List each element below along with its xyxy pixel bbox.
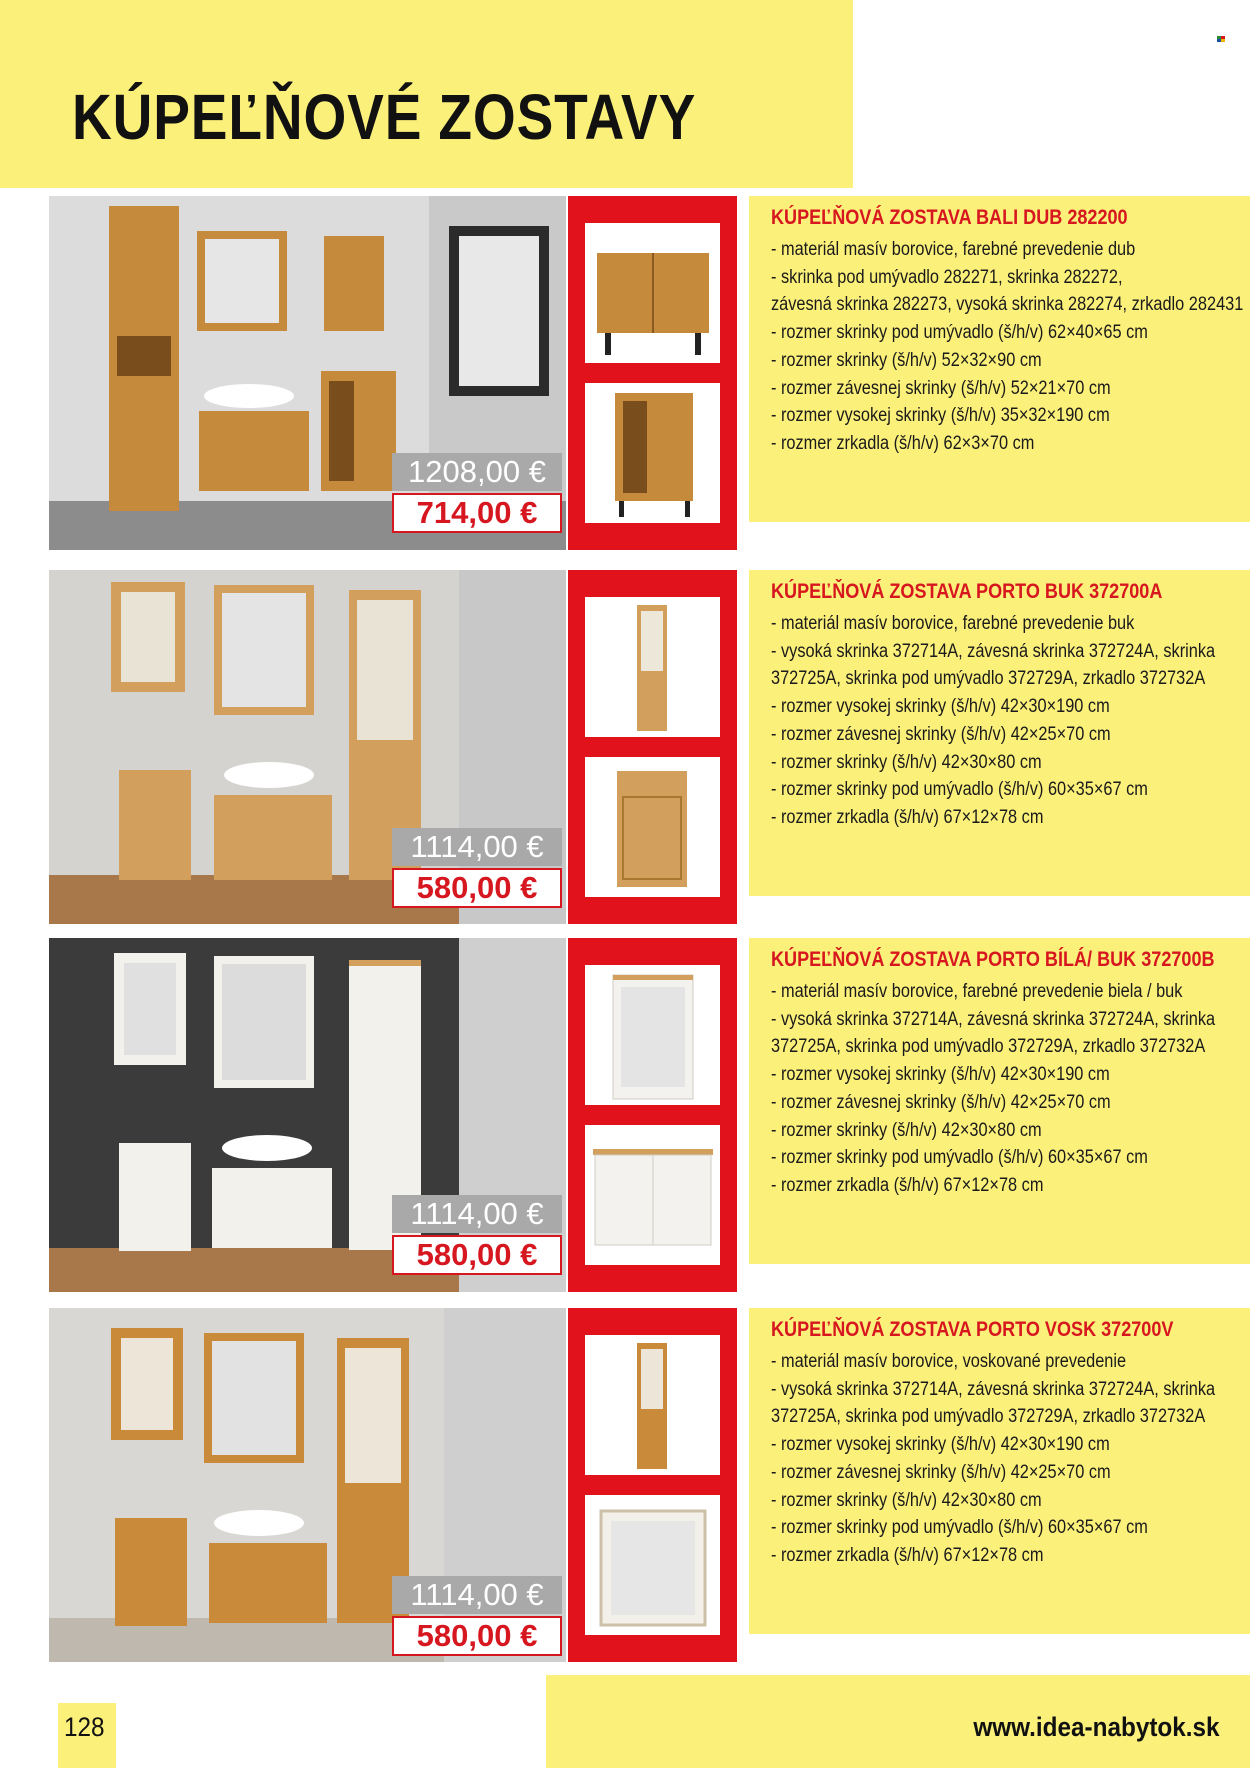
spec-line: 372725A, skrinka pod umývadlo 372729A, zrkadlo 372732A: [771, 1406, 1206, 1428]
sale-price: 580,00 €: [392, 1616, 562, 1656]
website-url: www.idea-nabytok.sk: [973, 1712, 1220, 1742]
product-card-porto-bila-buk: [49, 938, 1250, 1294]
thumbnail-frame: [568, 570, 737, 924]
product-card-porto-vosk: [49, 1308, 1250, 1664]
spec-line: - vysoká skrinka 372714A, závesná skrinka 372724A, skrinka: [771, 640, 1216, 662]
spec-line: - materiál masív borovice, voskované prevedenie: [771, 1351, 1127, 1372]
spec-line: - rozmer zrkadla (š/h/v) 67×12×78 cm: [771, 1544, 1044, 1566]
spec-line: - rozmer skrinky pod umývadlo (š/h/v) 60×35×67 cm: [771, 1517, 1148, 1539]
spec-line: - rozmer skrinky pod umývadlo (š/h/v) 60×35×67 cm: [771, 779, 1148, 801]
spec-line: 372725A, skrinka pod umývadlo 372729A, zrkadlo 372732A: [771, 668, 1206, 690]
spec-line: - rozmer závesnej skrinky (š/h/v) 42×25×70 cm: [771, 1091, 1111, 1113]
product-title: KÚPEĽŇOVÁ ZOSTAVA PORTO VOSK 372700V: [771, 1318, 1174, 1341]
spec-line: - vysoká skrinka 372714A, závesná skrinka 372724A, skrinka: [771, 1008, 1216, 1030]
product-card-porto-buk: [49, 570, 1250, 926]
old-price: 1208,00 €: [392, 453, 562, 491]
product-title: KÚPEĽŇOVÁ ZOSTAVA PORTO BÍLÁ/ BUK 372700B: [771, 948, 1215, 971]
thumbnail-cabinet: [585, 383, 720, 523]
sale-price: 580,00 €: [392, 1235, 562, 1275]
old-price: 1114,00 €: [392, 1576, 562, 1614]
product-info: [749, 1308, 1250, 1634]
product-specs: [771, 1348, 1250, 1570]
product-info: [749, 570, 1250, 896]
product-info: [749, 196, 1250, 522]
product-title: KÚPEĽŇOVÁ ZOSTAVA BALI DUB 282200: [771, 206, 1128, 229]
product-specs: [771, 610, 1250, 832]
spec-line: - rozmer skrinky (š/h/v) 42×30×80 cm: [771, 1489, 1042, 1511]
corner-mark: [1217, 36, 1225, 42]
product-specs: [771, 236, 1250, 458]
spec-line: - vysoká skrinka 372714A, závesná skrinka 372724A, skrinka: [771, 1378, 1216, 1400]
product-info: [749, 938, 1250, 1264]
spec-line: - rozmer skrinky (š/h/v) 42×30×80 cm: [771, 751, 1042, 773]
spec-line: - rozmer vysokej skrinky (š/h/v) 42×30×190 cm: [771, 1064, 1110, 1086]
product-card-bali: [49, 196, 1250, 552]
old-price: 1114,00 €: [392, 828, 562, 866]
sale-price: 580,00 €: [392, 868, 562, 908]
page-number: 128: [64, 1712, 105, 1742]
spec-line: - rozmer závesnej skrinky (š/h/v) 42×25×70 cm: [771, 723, 1111, 745]
thumbnail-cabinet: [585, 757, 720, 897]
spec-line: - rozmer zrkadla (š/h/v) 62×3×70 cm: [771, 432, 1035, 454]
thumbnail-frame: [568, 938, 737, 1292]
spec-line: - rozmer zrkadla (š/h/v) 67×12×78 cm: [771, 806, 1044, 828]
thumbnail-frame: [568, 196, 737, 550]
spec-line: 372725A, skrinka pod umývadlo 372729A, zrkadlo 372732A: [771, 1036, 1206, 1058]
thumbnail-tall-cabinet: [585, 1335, 720, 1475]
thumbnail-wall-cabinet: [585, 965, 720, 1105]
old-price: 1114,00 €: [392, 1195, 562, 1233]
thumbnail-frame: [568, 1308, 737, 1662]
spec-line: - rozmer vysokej skrinky (š/h/v) 42×30×190 cm: [771, 696, 1110, 718]
spec-line: - materiál masív borovice, farebné prevedenie dub: [771, 239, 1136, 260]
sale-price: 714,00 €: [392, 493, 562, 533]
spec-line: - rozmer vysokej skrinky (š/h/v) 42×30×190 cm: [771, 1434, 1110, 1456]
spec-line: - rozmer závesnej skrinky (š/h/v) 52×21×70 cm: [771, 377, 1111, 399]
thumbnail-tall-cabinet: [585, 597, 720, 737]
spec-line: závesná skrinka 282273, vysoká skrinka 282274, zrkadlo 282431: [771, 294, 1244, 316]
product-specs: [771, 978, 1250, 1200]
spec-line: - skrinka pod umývadlo 282271, skrinka 282272,: [771, 266, 1123, 288]
spec-line: - rozmer skrinky (š/h/v) 42×30×80 cm: [771, 1119, 1042, 1141]
spec-line: - rozmer skrinky pod umývadlo (š/h/v) 62×40×65 cm: [771, 322, 1148, 344]
spec-line: - materiál masív borovice, farebné prevedenie biela / buk: [771, 981, 1183, 1002]
spec-line: - materiál masív borovice, farebné prevedenie buk: [771, 613, 1135, 634]
page-title: KÚPEĽŇOVÉ ZOSTAVY: [72, 81, 697, 153]
spec-line: - rozmer skrinky pod umývadlo (š/h/v) 60×35×67 cm: [771, 1147, 1148, 1169]
thumbnail-vanity: [585, 1125, 720, 1265]
spec-line: - rozmer skrinky (š/h/v) 52×32×90 cm: [771, 349, 1042, 371]
spec-line: - rozmer zrkadla (š/h/v) 67×12×78 cm: [771, 1174, 1044, 1196]
thumbnail-vanity: [585, 223, 720, 363]
product-title: KÚPEĽŇOVÁ ZOSTAVA PORTO BUK 372700A: [771, 580, 1163, 603]
thumbnail-mirror: [585, 1495, 720, 1635]
spec-line: - rozmer vysokej skrinky (š/h/v) 35×32×190 cm: [771, 405, 1110, 427]
spec-line: - rozmer závesnej skrinky (š/h/v) 42×25×70 cm: [771, 1461, 1111, 1483]
